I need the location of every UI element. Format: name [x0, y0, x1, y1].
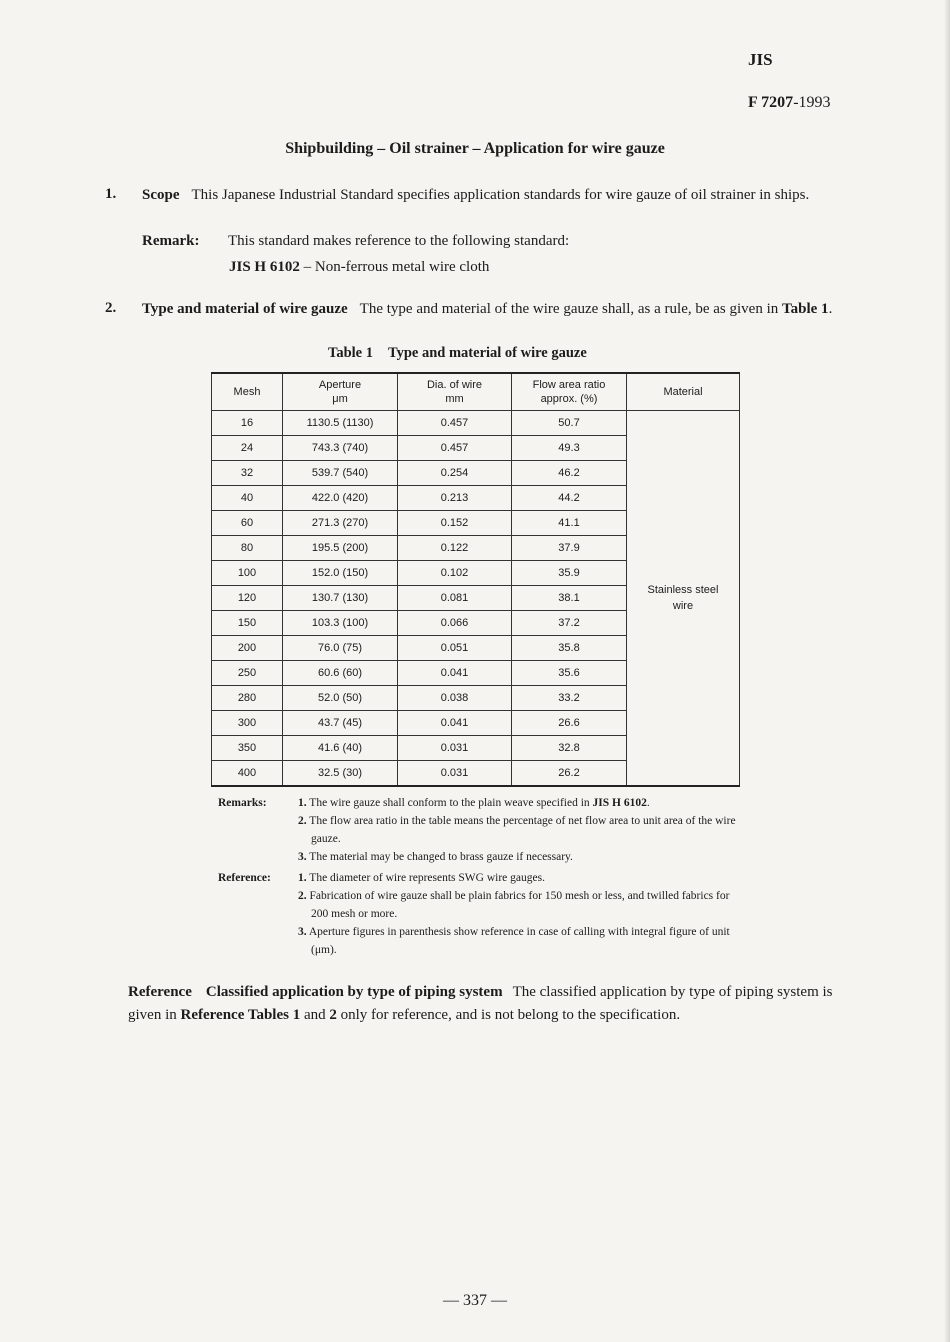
reference-notes-label: Reference: — [218, 872, 271, 884]
table-cell-dia: 0.081 — [398, 586, 512, 611]
table-cell-mesh: 40 — [212, 486, 283, 511]
table-cell-flow: 26.2 — [512, 761, 627, 787]
reference-section-heading: Classified application by type of piping system — [205, 984, 503, 1000]
table-cell-dia: 0.041 — [398, 661, 512, 686]
remark-text: The flow area ratio in the table means the percentage of net flow area to unit area of the wire gauze. — [309, 815, 736, 845]
material-line2: wire — [672, 600, 694, 612]
table-cell-mesh: 400 — [212, 761, 283, 787]
reference-standard-title: – Non-ferrous metal wire cloth — [303, 259, 490, 275]
table-cell-aperture: 271.3 (270) — [283, 511, 398, 536]
table-cell-mesh: 150 — [212, 611, 283, 636]
section1-heading: Scope — [142, 187, 180, 203]
remark-item — [298, 848, 738, 866]
section2-table-ref: Table 1 — [782, 301, 829, 317]
col-header-material: Material — [627, 373, 740, 411]
reference-note-item — [298, 869, 738, 887]
table-cell-material — [627, 411, 740, 787]
section1-remark — [142, 230, 569, 253]
table-cell-dia: 0.152 — [398, 511, 512, 536]
table-cell-aperture: 60.6 (60) — [283, 661, 398, 686]
reference-section-bold1: Reference Tables 1 — [180, 1007, 301, 1023]
flow-unit: approx. (%) — [540, 393, 598, 405]
reference-section-text2: only for reference, and is not belong to the specification. — [336, 1007, 681, 1023]
remark-number: 2. — [298, 815, 307, 827]
section2-body — [142, 298, 850, 321]
dia-unit: mm — [445, 393, 464, 405]
reference-section-text1: The classified application by type of piping system is given in — [128, 984, 833, 1023]
table-cell-dia: 0.038 — [398, 686, 512, 711]
header-org: JIS — [748, 50, 773, 69]
reference-notes-list — [298, 869, 738, 959]
remark-text: This standard makes reference to the following standard: — [228, 233, 570, 249]
section2-number: 2. — [105, 300, 117, 316]
table-cell-dia: 0.031 — [398, 761, 512, 787]
remarks-list — [298, 794, 738, 866]
reference-note-text: Aperture figures in parenthesis show reference in case of calling with integral figure of unit (μm). — [308, 926, 730, 956]
remark-text: The material may be changed to brass gauze if necessary. — [309, 851, 573, 863]
section2-heading: Type and material of wire gauze — [142, 301, 348, 317]
table-cell-aperture: 52.0 (50) — [283, 686, 398, 711]
table-cell-mesh: 24 — [212, 436, 283, 461]
table-cell-aperture: 539.7 (540) — [283, 461, 398, 486]
reference-section-mid: and — [300, 1007, 330, 1023]
aperture-label: Aperture — [318, 379, 362, 391]
table-cell-aperture: 43.7 (45) — [283, 711, 398, 736]
table-cell-flow: 49.3 — [512, 436, 627, 461]
table-cell-flow: 35.8 — [512, 636, 627, 661]
table-cell-mesh: 280 — [212, 686, 283, 711]
table-cell-flow: 32.8 — [512, 736, 627, 761]
reference-standard-code: JIS H 6102 — [229, 259, 300, 275]
reference-note-number: 1. — [298, 872, 307, 884]
table-cell-dia: 0.457 — [398, 411, 512, 436]
table-cell-aperture: 1130.5 (1130) — [283, 411, 398, 436]
table-cell-flow: 35.6 — [512, 661, 627, 686]
remarks-label: Remarks: — [218, 797, 267, 809]
table-cell-mesh: 100 — [212, 561, 283, 586]
reference-notes-block — [218, 869, 758, 959]
table-cell-mesh: 250 — [212, 661, 283, 686]
col-header-mesh: Mesh — [212, 373, 283, 411]
table-cell-mesh: 60 — [212, 511, 283, 536]
reference-note-item — [298, 923, 738, 959]
remark-item — [298, 812, 738, 848]
table-cell-dia: 0.254 — [398, 461, 512, 486]
remark-text: The wire gauze shall conform to the plain weave specified in — [309, 797, 593, 809]
table-cell-flow: 33.2 — [512, 686, 627, 711]
header-year: -1993 — [793, 94, 831, 111]
table-cell-dia: 0.102 — [398, 561, 512, 586]
table-cell-mesh: 80 — [212, 536, 283, 561]
header-code: F 7207 — [748, 94, 794, 111]
table-cell-dia: 0.122 — [398, 536, 512, 561]
col-header-dia — [398, 373, 512, 411]
document-title: Shipbuilding – Oil strainer – Application for wire gauze — [285, 140, 665, 157]
dia-label: Dia. of wire — [426, 379, 483, 391]
table-cell-aperture: 76.0 (75) — [283, 636, 398, 661]
table-cell-dia: 0.457 — [398, 436, 512, 461]
remark-bold: JIS H 6102 — [592, 797, 647, 809]
table-cell-flow: 38.1 — [512, 586, 627, 611]
table1-caption — [328, 345, 587, 362]
table-cell-mesh: 200 — [212, 636, 283, 661]
section2-table-ref-end: . — [828, 301, 833, 317]
table-cell-mesh: 300 — [212, 711, 283, 736]
reference-standard — [229, 256, 489, 279]
remark-post: . — [646, 797, 650, 809]
col-header-flow — [512, 373, 627, 411]
reference-note-number: 2. — [298, 890, 307, 902]
reference-note-text: The diameter of wire represents SWG wire gauges. — [309, 872, 545, 884]
table1-body — [212, 411, 740, 787]
table1 — [211, 372, 740, 787]
table-cell-dia: 0.041 — [398, 711, 512, 736]
section1-text: This Japanese Industrial Standard specifies application standards for wire gauze of oil strainer in ships. — [191, 187, 810, 203]
table-cell-mesh: 32 — [212, 461, 283, 486]
table-cell-flow: 35.9 — [512, 561, 627, 586]
reference-section-label: Reference — [128, 984, 192, 1000]
table-cell-flow: 37.9 — [512, 536, 627, 561]
table1-header-row — [212, 373, 740, 411]
header-standard-number — [748, 94, 831, 112]
table-cell-dia: 0.051 — [398, 636, 512, 661]
reference-section-bold2: 2 — [329, 1007, 337, 1023]
table-cell-flow: 26.6 — [512, 711, 627, 736]
flow-label: Flow area ratio — [532, 379, 606, 391]
table-row — [212, 411, 740, 436]
material-line1: Stainless steel — [647, 584, 719, 596]
remark-number: 1. — [298, 797, 307, 809]
remark-label: Remark: — [142, 233, 200, 249]
table-cell-aperture: 195.5 (200) — [283, 536, 398, 561]
section1-number: 1. — [105, 186, 117, 202]
col-header-aperture — [283, 373, 398, 411]
remark-item — [298, 794, 738, 812]
table-cell-aperture: 152.0 (150) — [283, 561, 398, 586]
table-cell-flow: 44.2 — [512, 486, 627, 511]
aperture-unit: μm — [332, 393, 348, 405]
table-cell-dia: 0.213 — [398, 486, 512, 511]
table-cell-flow: 50.7 — [512, 411, 627, 436]
remark-number: 3. — [298, 851, 307, 863]
table-cell-aperture: 41.6 (40) — [283, 736, 398, 761]
table-cell-mesh: 16 — [212, 411, 283, 436]
reference-section — [128, 981, 853, 1027]
table1-caption-title: Type and material of wire gauze — [388, 345, 587, 361]
page-edge-shadow — [944, 0, 950, 1342]
page-number: — 337 — — [443, 1292, 507, 1309]
table-cell-flow: 46.2 — [512, 461, 627, 486]
table-cell-aperture: 130.7 (130) — [283, 586, 398, 611]
reference-note-item — [298, 887, 738, 923]
table-cell-aperture: 743.3 (740) — [283, 436, 398, 461]
table-cell-dia: 0.066 — [398, 611, 512, 636]
table-cell-flow: 37.2 — [512, 611, 627, 636]
table-cell-aperture: 422.0 (420) — [283, 486, 398, 511]
table-cell-aperture: 32.5 (30) — [283, 761, 398, 787]
table-cell-mesh: 350 — [212, 736, 283, 761]
remarks-block — [218, 794, 758, 864]
reference-note-text: Fabrication of wire gauze shall be plain fabrics for 150 mesh or less, and twilled fabrics for 200 mesh or more. — [309, 890, 730, 920]
table-cell-flow: 41.1 — [512, 511, 627, 536]
table-cell-mesh: 120 — [212, 586, 283, 611]
table1-caption-label: Table 1 — [328, 345, 373, 361]
table-cell-dia: 0.031 — [398, 736, 512, 761]
section1-body — [142, 184, 850, 207]
section2-text: The type and material of the wire gauze shall, as a rule, be as given in — [359, 301, 779, 317]
reference-note-number: 3. — [298, 926, 307, 938]
table-cell-aperture: 103.3 (100) — [283, 611, 398, 636]
